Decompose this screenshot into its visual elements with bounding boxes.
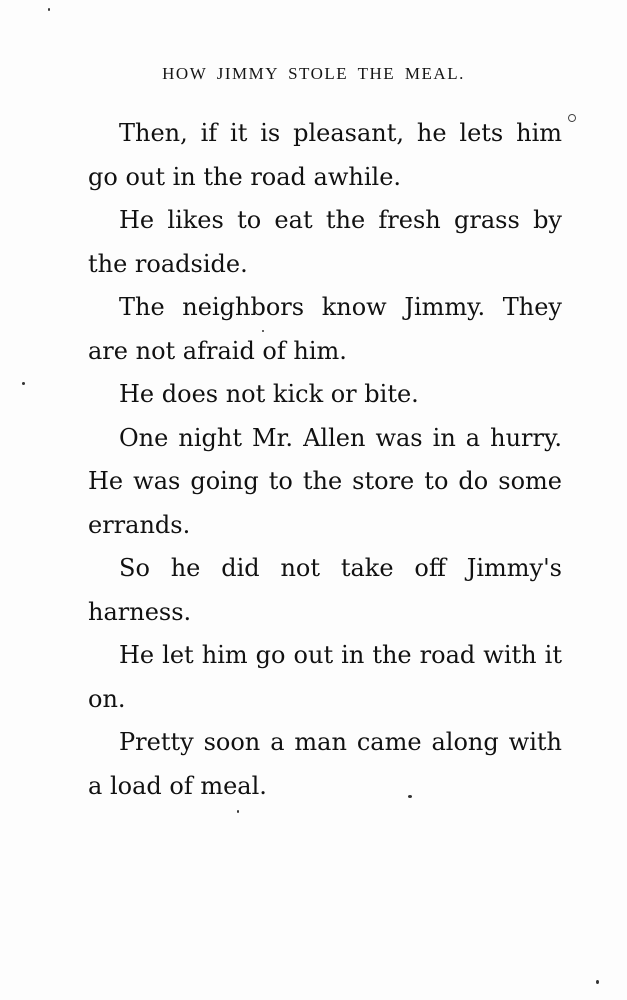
paragraph: He likes to eat the fresh grass by the roadside. [88,206,562,278]
scan-speck [596,980,599,984]
running-head: HOW JIMMY STOLE THE MEAL. [162,64,465,83]
scan-speck [48,8,50,11]
scan-speck [237,810,239,813]
scan-speck [408,795,412,798]
paragraph: He let him go out in the road with it on. [88,641,562,713]
paragraph: Pretty soon a man came along with a load of meal. [88,728,562,800]
scan-speck-ring [567,113,578,124]
scan-speck [22,382,25,385]
scan-speck [262,330,264,332]
paragraph: Then, if it is pleasant, he lets him go out in the road awhile. [88,119,562,191]
paragraph: One night Mr. Allen was in a hurry. He was going to the store to do some errands. [88,423,562,539]
body-text [88,112,562,808]
paragraph: The neighbors know Jimmy. They are not afraid of him. [88,293,562,365]
paragraph: So he did not take off Jimmy's harness. [88,554,562,626]
paragraph: He does not kick or bite. [119,380,419,408]
